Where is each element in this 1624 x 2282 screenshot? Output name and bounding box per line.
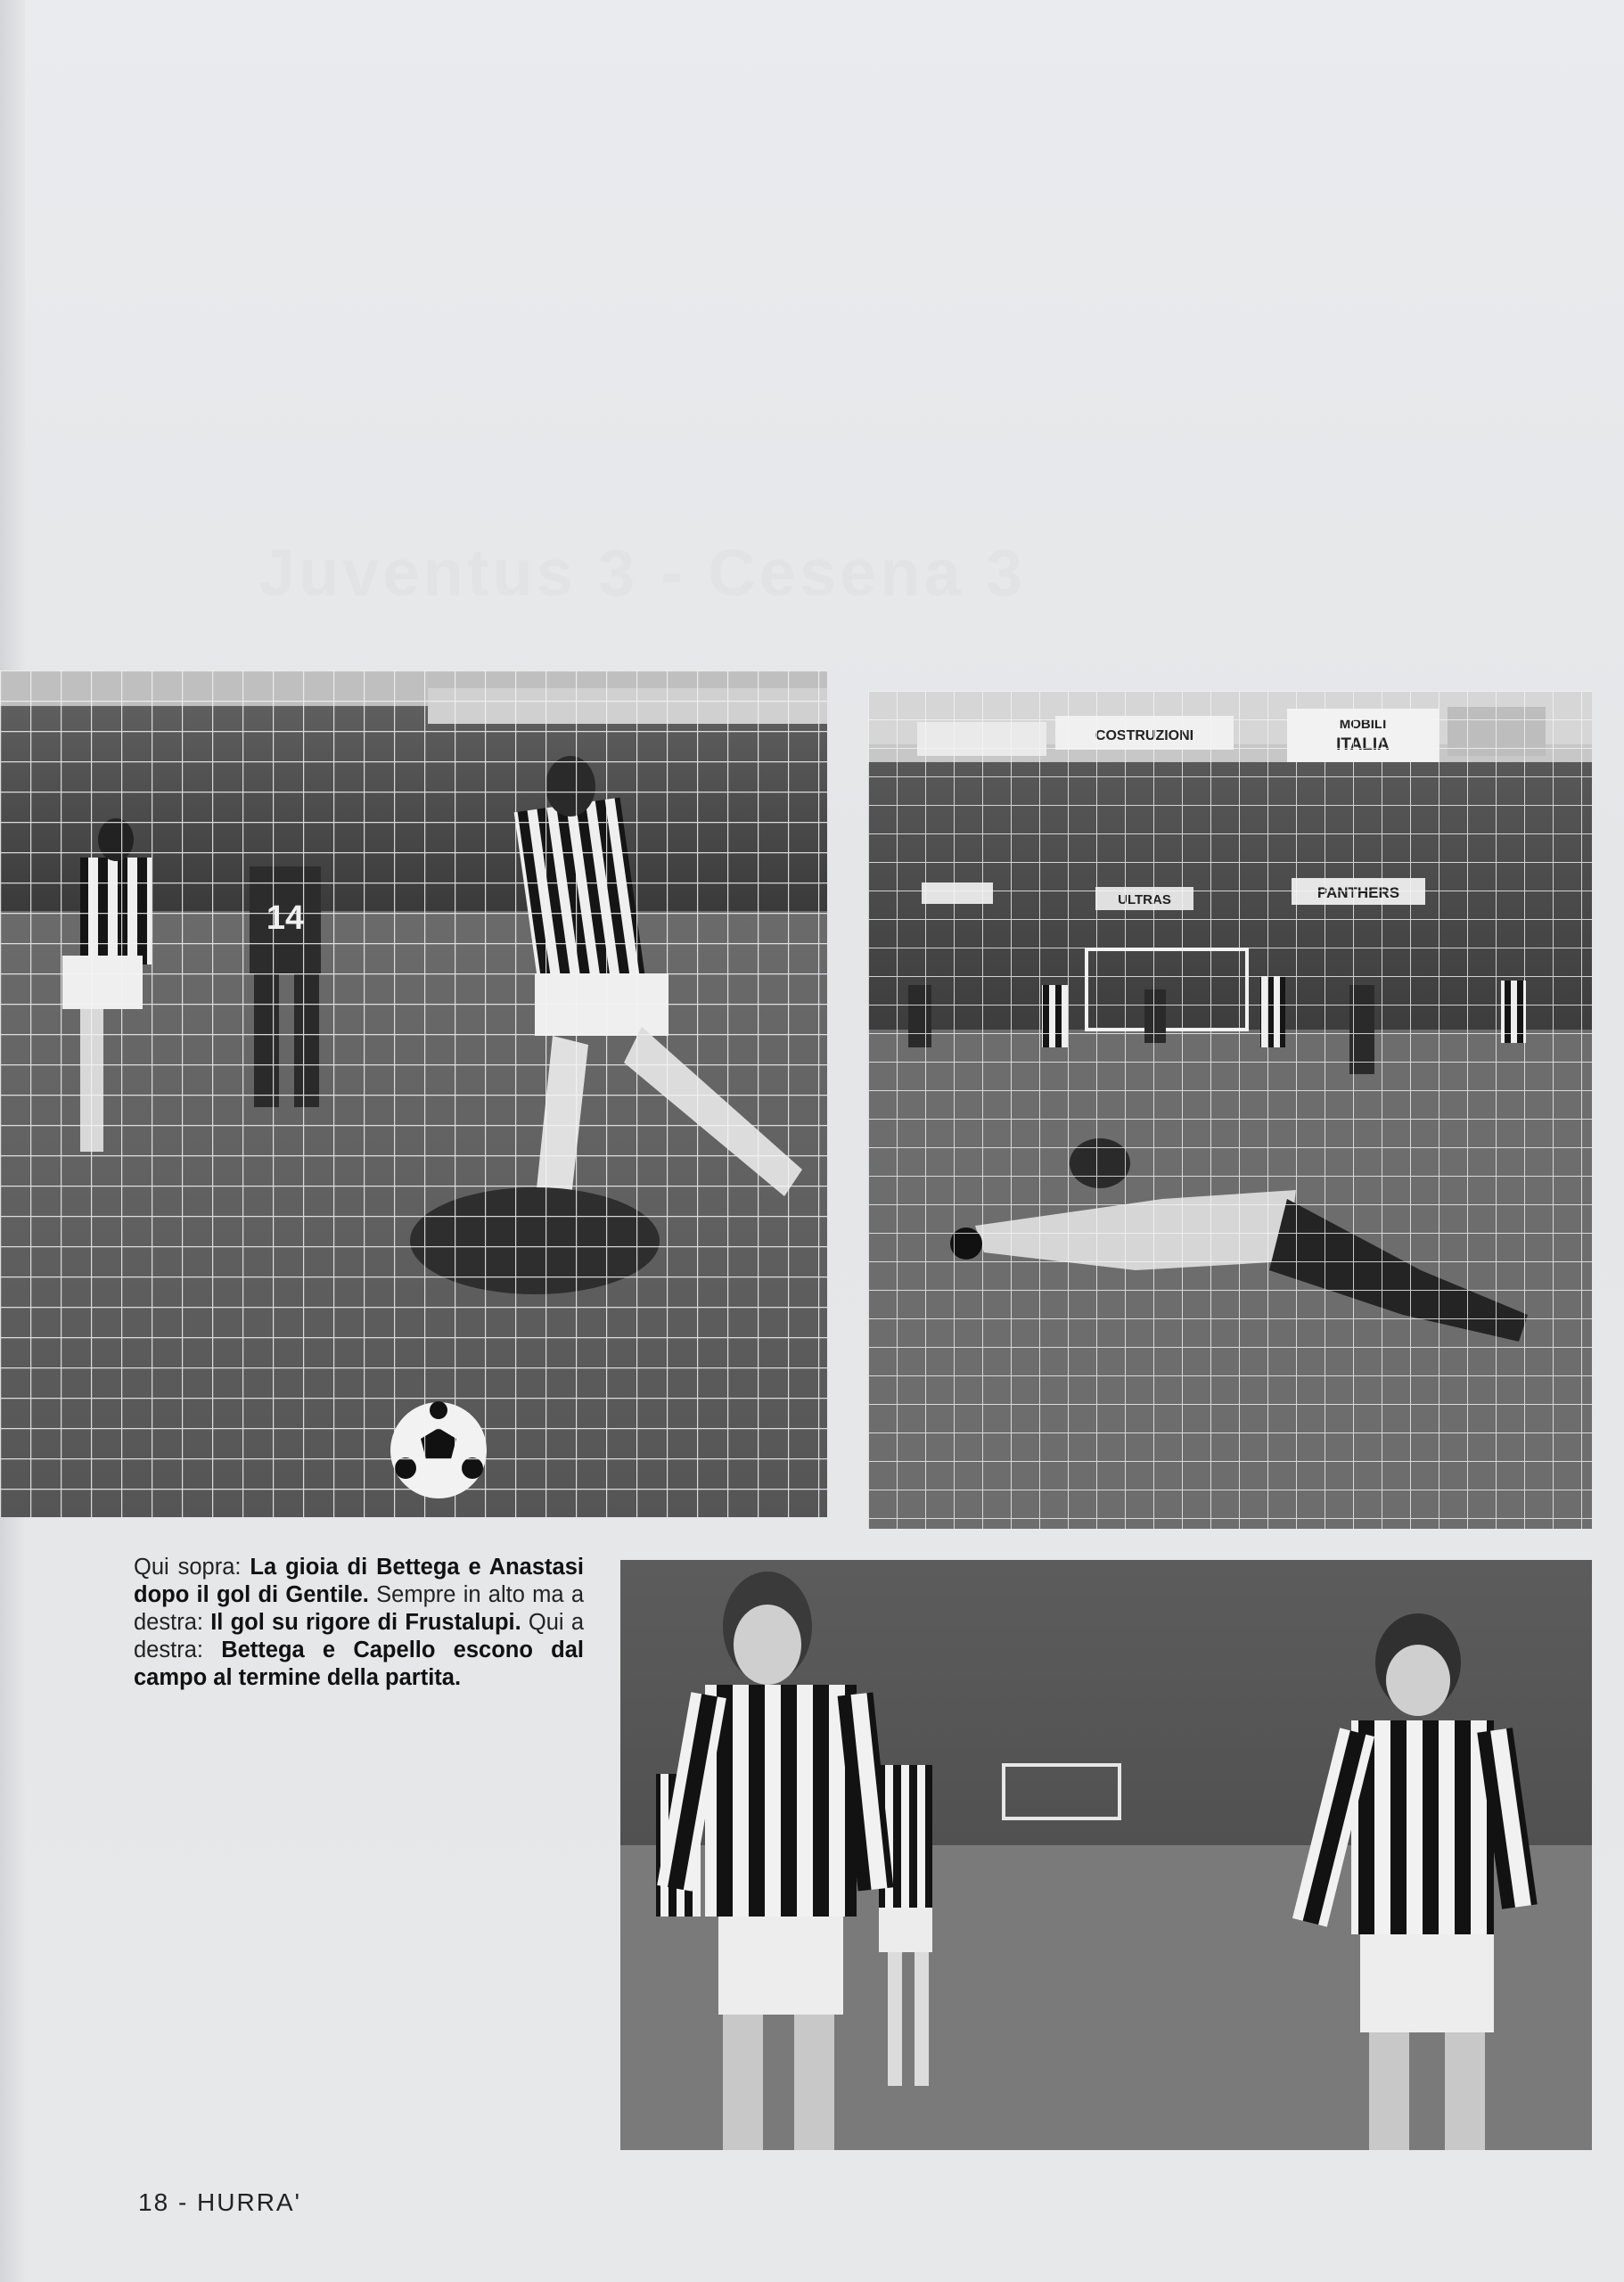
penalty-photo-image <box>868 691 1592 1529</box>
photo-players-leaving-field <box>620 1560 1592 2150</box>
caption-part-1: Qui sopra: <box>134 1555 250 1580</box>
caption-part-2: La gioia di Bettega e Anastasi dopo il gol di Gentile. <box>134 1555 584 1607</box>
faded-page-title: Juventus 3 - Cesena 3 <box>258 536 1027 610</box>
folio-separator: - <box>177 2188 189 2216</box>
caption-part-3: Sempre in alto ma a destra: <box>134 1582 585 1635</box>
page-number: 18 <box>138 2188 170 2216</box>
caption-part-6: Bettega e Capello escono dal campo al termine della partita. <box>134 1638 584 1690</box>
photo-penalty-goal <box>868 691 1592 1529</box>
caption-part-4: Il gol su rigore di Frustalupi. <box>210 1610 521 1635</box>
goal-photo-image <box>0 670 827 1517</box>
photo-goal-celebration <box>0 670 827 1517</box>
magazine-name: HURRA' <box>197 2188 301 2216</box>
page-folio <box>138 2188 301 2217</box>
photo-caption <box>134 1554 584 1692</box>
exit-photo-image <box>620 1560 1592 2150</box>
caption-part-5: Qui a destra: <box>134 1610 584 1662</box>
